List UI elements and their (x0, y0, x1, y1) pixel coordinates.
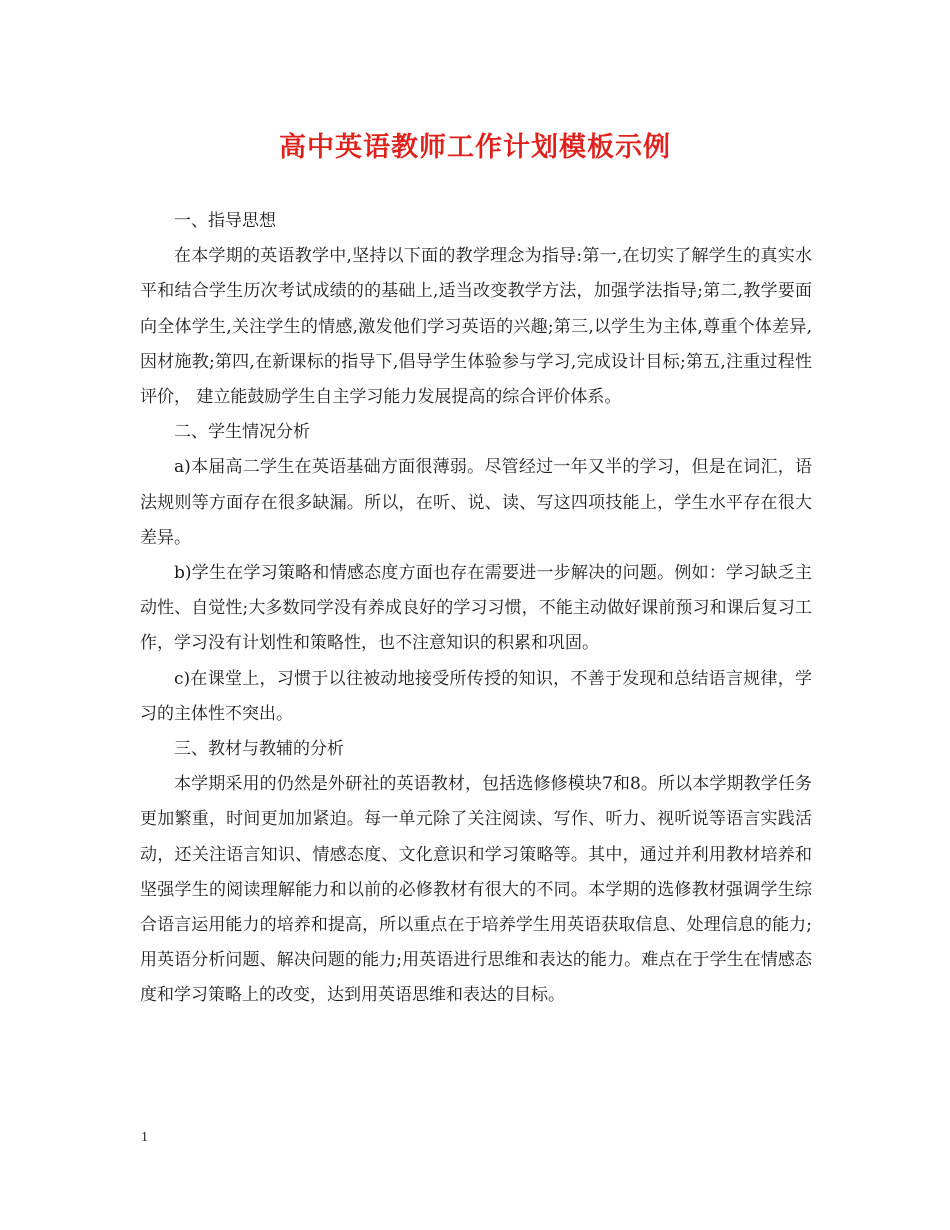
paragraph-student-analysis-a: a)本届高二学生在英语基础方面很薄弱。尽管经过一年又半的学习，但是在词汇，语法规则等方面存在很多缺漏。所以，在听、说、读、写这四项技能上，学生水平存在很大差异。 (140, 457, 812, 548)
page-number: 1 (141, 1130, 148, 1145)
section-heading-guiding-ideology: 一、指导思想 (174, 211, 276, 231)
paragraph-student-analysis-c: c)在课堂上，习惯于以往被动地接受所传授的知识，不善于发现和总结语言规律，学习的主体性不突出。 (140, 668, 812, 724)
paragraph-student-analysis-b: b)学生在学习策略和情感态度方面也存在需要进一步解决的问题。例如：学习缺乏主动性、自觉性;大多数同学没有养成良好的学习习惯，不能主动做好课前预习和课后复习工作，学习没有计划性和策略性，也不注意知识的积累和巩固。 (140, 563, 812, 654)
paragraph-guiding-ideology: 在本学期的英语教学中,坚持以下面的教学理念为指导:第一,在切实了解学生的真实水平和结合学生历次考试成绩的的基础上,适当改变教学方法，加强学法指导;第二,教学要面向全体学生,关注学生的情感,激发他们学习英语的兴趣;第三,以学生为主体,尊重个体差异,因材施教;第四,在新课标的指导下,倡导学生体验参与学习,完成设计目标;第五,注重过程性评价， 建立能鼓励学生自主学习能力发展提高的综合评价体系。 (140, 246, 812, 408)
section-heading-student-analysis: 二、学生情况分析 (174, 422, 310, 443)
section-heading-textbook-analysis: 三、教材与教辅的分析 (174, 739, 344, 760)
document-body (140, 204, 812, 1014)
document-title: 高中英语教师工作计划模板示例 (279, 132, 671, 163)
paragraph-textbook-analysis: 本学期采用的仍然是外研社的英语教材，包括选修修模块7和8。所以本学期教学任务更加繁重，时间更加加紧迫。每一单元除了关注阅读、写作、听力、视听说等语言实践活动，还关注语言知识、情感态度、文化意识和学习策略等。其中，通过并利用教材培养和坚强学生的阅读理解能力和以前的必修教材有很大的不同。本学期的选修教材强调学生综合语言运用能力的培养和提高，所以重点在于培养学生用英语获取信息、处理信息的能力;用英语分析问题、解决问题的能力;用英语进行思维和表达的能力。难点在于学生在情感态度和学习策略上的改变，达到用英语思维和表达的目标。 (140, 774, 812, 1006)
